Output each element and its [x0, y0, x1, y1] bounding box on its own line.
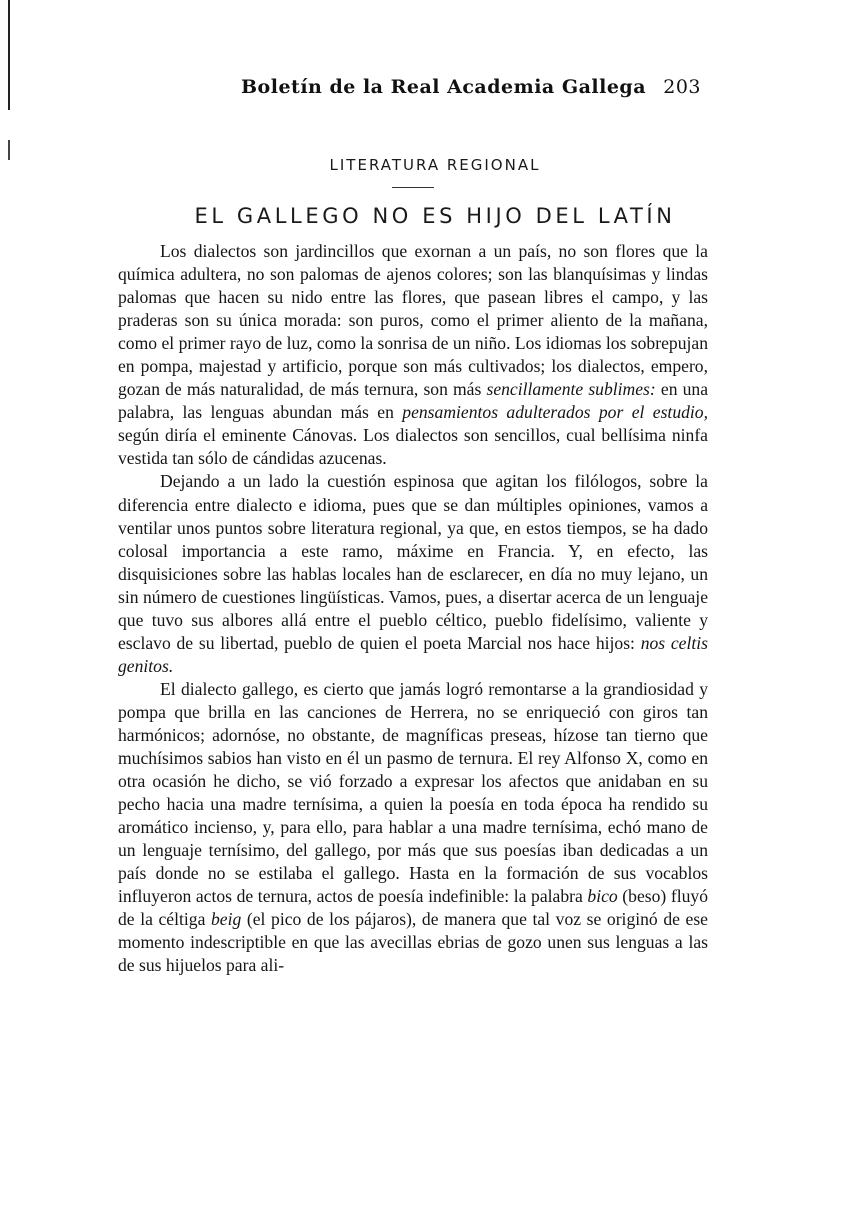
- article-paragraph: [118, 240, 708, 470]
- italic-run: pensamientos adulterados por el estudio,: [402, 402, 708, 423]
- text-run: en una palabra, las lenguas abundan más en: [118, 379, 709, 423]
- text-run: (el pico de los pájaros), de manera que tal voz se originó de ese momento indescriptible en que las avecillas ebrias de gozo unen sus lenguas a las de sus hijuelos para ali-: [118, 909, 708, 976]
- text-run: Los dialectos son jardincillos que exornan a un país, no son flores que la química adultera, no son palomas de ajenos colores; son las blanquísimas y lindas palomas que hacen su nido entre las flores, que pasean libres el campo, y las praderas son su única morada: son puros, como el primer aliento de la mañana, como el primer rayo de luz, como la sonrisa de un niño. Los idiomas los sobrepujan en pompa, majestad y artificio, porque son más cultivados; los dialectos, empero, gozan de más naturalidad, de más ternura, son más: [118, 241, 708, 400]
- text-run: El dialecto gallego, es cierto que jamás logró remontarse a la grandiosidad y pompa que brilla en las canciones de Herrera, no se enriqueció con giros tan harmónicos; adornóse, no obstante, de magníficas preseas, hízose tan tierno que muchísimos sabios han visto en él un pasmo de ternura. El rey Alfonso X, como en otra ocasión he dicho, se vió forzado a expresar los afectos que anidaban en su pecho hacia una madre ternísima, a quien la poesía en toda época ha rendido su aromático incienso, y, para ello, para hablar a una madre ternísima, echó mano de un lenguaje ternísimo, del gallego, por más que sus poesías iban dedicadas a un país donde no se estilaba el gallego. Hasta en la formación de sus vocablos influyeron actos de ternura, actos de poesía indefinible: la palabra: [118, 678, 708, 907]
- article-paragraph: [118, 678, 708, 978]
- page-edge-rule: [8, 0, 10, 110]
- text-run: según diría el eminente Cánovas. Los dialectos son sencillos, cual bellísima ninfa vestida tan sólo de cándidas azucenas.: [118, 425, 708, 469]
- italic-run: sencillamente sublimes:: [486, 379, 656, 400]
- article-title: EL GALLEGO NO ES HIJO DEL LATÍN: [194, 204, 676, 228]
- text-run: Dejando a un lado la cuestión espinosa que agitan los filólogos, sobre la diferencia entre dialecto e idioma, pues que se dan múltiples opiniones, vamos a ventilar unos puntos sobre literatura regional, ya que, en estos tiempos, se ha dado colosal importancia a este ramo, máxime en Francia. Y, en efecto, las disquisiciones sobre las hablas locales han de esclarecer, en día no muy lejano, un sin número de cuestiones lingüísticas. Vamos, pues, a disertar acerca de un lenguaje que tuvo sus albores allá entre el pueblo céltico, pueblo fidelísimo, valiente y esclavo de su libertad, pueblo de quien el poeta Marcial nos hace hijos:: [118, 471, 708, 653]
- running-head: [241, 76, 701, 104]
- italic-run: nos celtis genitos.: [118, 632, 709, 676]
- section-divider: [392, 187, 434, 188]
- italic-run: bico: [587, 886, 618, 907]
- article-body: [118, 240, 708, 978]
- journal-title: Boletín de la Real Academia Gallega: [241, 76, 647, 98]
- text-run: (beso) fluyó de la céltiga: [118, 886, 709, 930]
- italic-run: beig: [210, 909, 242, 930]
- section-title: LITERATURA REGIONAL: [329, 156, 541, 174]
- page-number: 203: [663, 76, 701, 98]
- article-paragraph: [118, 470, 708, 677]
